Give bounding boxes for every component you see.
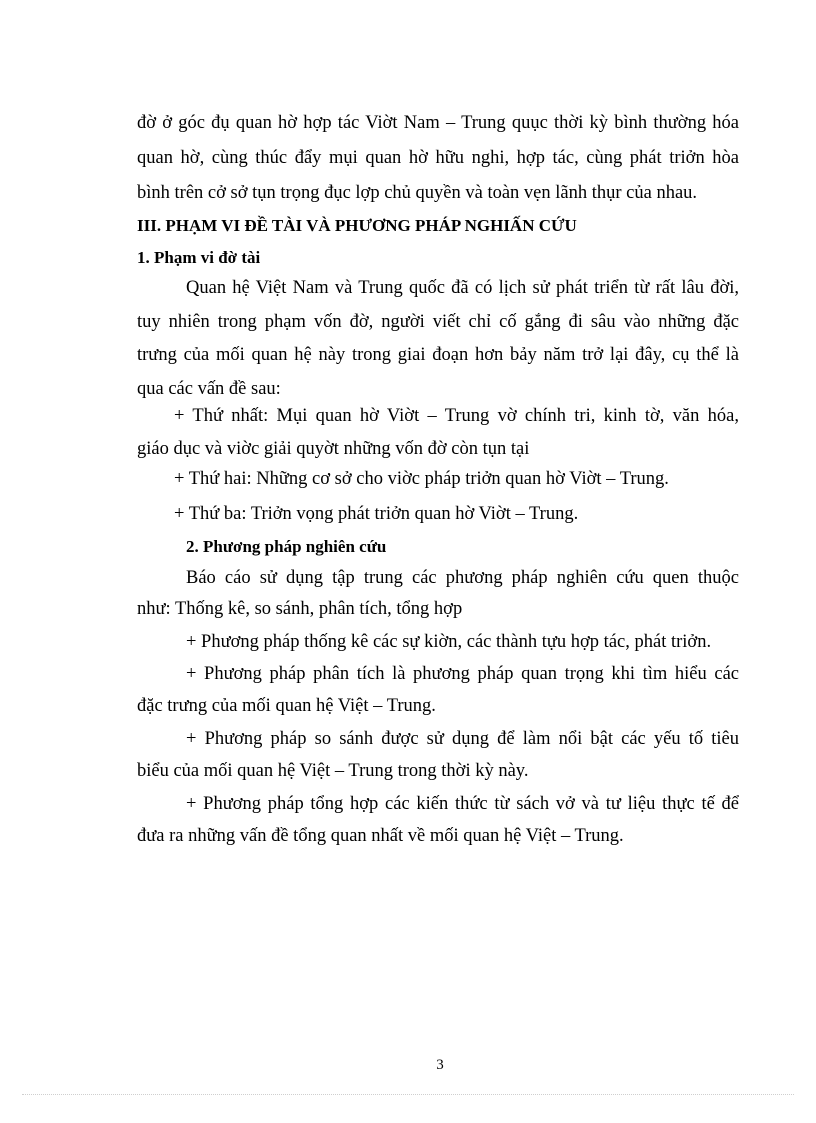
method-comparison-line-1: + Phương pháp so sánh được sử dụng để làm nổi bật các yếu tố tiêu — [186, 729, 739, 749]
scope-item-first-line-2: giáo dục và viờc giải quyờt những vốn đờ còn tụn tại — [137, 439, 530, 459]
scope-paragraph-line-2: tuy nhiên trong phạm vốn đờ, người viết chỉ cố gắng đi sâu vào những đặc — [137, 312, 739, 332]
method-statistics: + Phương pháp thống kê các sự kiờn, các thành tựu hợp tác, phát triởn. — [186, 632, 712, 652]
method-analysis-line-2: đặc trưng của mối quan hệ Việt – Trung. — [137, 696, 436, 716]
method-synthesis-line-2: đưa ra những vấn đề tổng quan nhất về mối quan hệ Việt – Trung. — [137, 826, 624, 846]
section-heading: III. PHẠM VI ĐỀ TÀI VÀ PHƯƠNG PHÁP NGHIẤN CỨU — [137, 216, 577, 235]
intro-line-1: đờ ở góc đụ quan hờ hợp tác Viờt Nam – Trung quục thời kỳ bình thường hóa — [137, 113, 739, 133]
scope-item-first-line-1: + Thứ nhất: Mụi quan hờ Viờt – Trung vờ chính tri, kinh tờ, văn hóa, — [174, 406, 739, 426]
method-synthesis-line-1: + Phương pháp tổng hợp các kiến thức từ sách vở và tư liệu thực tế để — [186, 794, 739, 814]
page-bottom-divider — [22, 1094, 794, 1095]
scope-item-second: + Thứ hai: Những cơ sở cho viờc pháp triởn quan hờ Viờt – Trung. — [174, 469, 669, 489]
method-analysis-line-1: + Phương pháp phân tích là phương pháp quan trọng khi tìm hiểu các — [186, 664, 739, 684]
scope-item-third: + Thứ ba: Triởn vọng phát triởn quan hờ Viờt – Trung. — [174, 504, 579, 524]
methods-intro-line-1: Báo cáo sử dụng tập trung các phương pháp nghiên cứu quen thuộc — [186, 568, 739, 588]
page-number: 3 — [436, 1057, 444, 1073]
method-comparison-line-2: biểu của mối quan hệ Việt – Trung trong thời kỳ này. — [137, 761, 529, 781]
subsection-1-heading: 1. Phạm vi đờ tài — [137, 248, 261, 267]
scope-paragraph-line-3: trưng của mối quan hệ này trong giai đoạn hơn bảy năm trở lại đây, cụ thể là — [137, 345, 739, 365]
methods-intro-line-2: như: Thống kê, so sánh, phân tích, tổng hợp — [137, 599, 463, 619]
intro-line-2: quan hờ, cùng thúc đẩy mụi quan hờ hữu nghi, hợp tác, cùng phát triởn hòa — [137, 148, 739, 168]
scope-paragraph-line-1: Quan hệ Việt Nam và Trung quốc đã có lịch sử phát triển từ rất lâu đời, — [186, 278, 739, 298]
intro-line-3: bình trên cở sở tụn trọng đục lợp chủ quyền và toàn vẹn lãnh thụr của nhau. — [137, 183, 698, 203]
subsection-2-heading: 2. Phương pháp nghiên cứu — [186, 537, 387, 556]
scope-paragraph-line-4: qua các vấn đề sau: — [137, 379, 281, 399]
